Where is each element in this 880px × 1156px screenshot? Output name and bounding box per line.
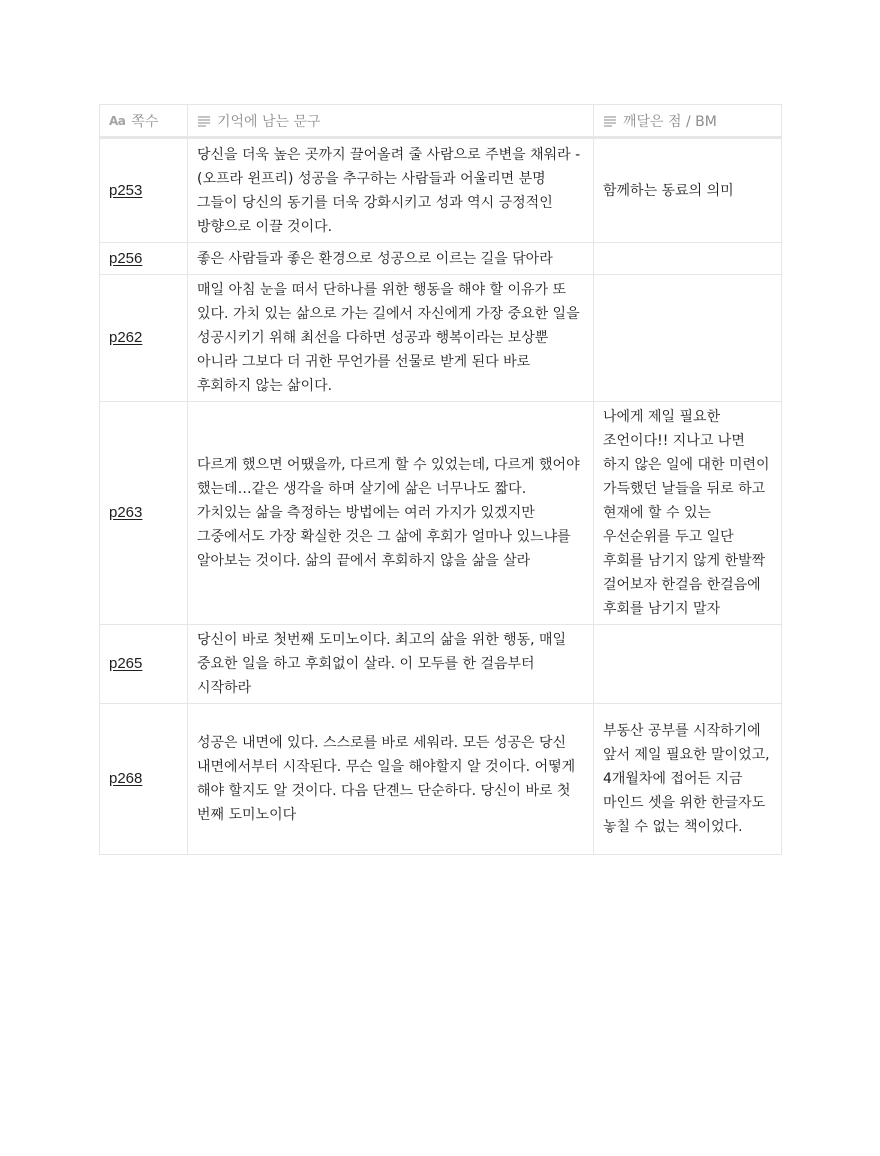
title-property-icon: Aa — [109, 113, 126, 128]
page-link[interactable]: p256 — [109, 249, 143, 267]
table-row — [100, 138, 782, 243]
header-quote[interactable] — [188, 105, 594, 138]
page-cell — [100, 704, 188, 855]
text-lines-icon — [197, 115, 211, 127]
text-lines-icon — [603, 115, 617, 127]
page-link[interactable]: p263 — [109, 504, 143, 521]
quote-cell: 당신을 더욱 높은 곳까지 끌어올려 줄 사람으로 주변을 채워라 -(오프라 윈프리) 성공을 추구하는 사람들과 어울리면 분명 그들이 당신의 동기를 더욱 강화시키고 성과 역시 긍정적인 방향으로 이끌 것이다. — [188, 138, 594, 243]
table-row — [100, 275, 782, 402]
page-cell — [100, 243, 188, 275]
table-row — [100, 243, 782, 275]
header-page-label: 쪽수 — [131, 113, 159, 130]
table-row — [100, 402, 782, 625]
page-link[interactable]: p262 — [109, 329, 143, 346]
page-link[interactable]: p268 — [109, 770, 143, 787]
page-link[interactable]: p265 — [109, 655, 143, 672]
page-link[interactable]: p253 — [109, 181, 143, 199]
header-page[interactable] — [100, 105, 188, 138]
reading-notes-table — [99, 104, 782, 855]
table-header-row — [100, 105, 782, 138]
page-cell — [100, 625, 188, 704]
note-cell — [594, 625, 782, 704]
page-cell — [100, 402, 188, 625]
note-cell: 부동산 공부를 시작하기에 앞서 제일 필요한 말이었고, 4개월차에 접어든 지금 마인드 셋을 위한 한글자도 놓칠 수 없는 책이었다. — [594, 704, 782, 855]
quote-cell: 성공은 내면에 있다. 스스로를 바로 세워라. 모든 성공은 당신 내면에서부터 시작된다. 무슨 일을 해야할지 알 것이다. 어떻게 해야 할지도 알 것이다. 다음 단곈느 단순하다. 당신이 바로 첫 번째 도미노이다 — [188, 704, 594, 855]
note-cell: 나에게 제일 필요한 조언이다!! 지나고 나면 하지 않은 일에 대한 미련이 가득했던 날들을 뒤로 하고 현재에 할 수 있는 우선순위를 두고 일단 후회를 남기지 않게 한발짝 걸어보자 한걸음 한걸음에 후회를 남기지 말자 — [594, 402, 782, 625]
page-cell — [100, 138, 188, 243]
quote-cell: 다르게 했으면 어땠을까, 다르게 할 수 있었는데, 다르게 했어야 했는데…같은 생각을 하며 살기에 삶은 너무나도 짧다. 가치있는 삶을 측정하는 방법에는 여러 가지가 있겠지만 그중에서도 가장 확실한 것은 그 삶에 후회가 얼마나 있느냐를 알아보는 것이다. 삶의 끝에서 후회하지 않을 삶을 살라 — [188, 402, 594, 625]
header-quote-label: 기억에 남는 문구 — [217, 113, 321, 130]
table-row — [100, 625, 782, 704]
reading-notes-table-wrapper — [99, 104, 781, 855]
table-row — [100, 704, 782, 855]
note-cell: 함께하는 동료의 의미 — [594, 138, 782, 243]
note-cell — [594, 243, 782, 275]
quote-cell: 좋은 사람들과 좋은 환경으로 성공으로 이르는 길을 닦아라 — [188, 243, 594, 275]
header-note-label: 깨달은 점 / BM — [623, 113, 717, 130]
note-cell — [594, 275, 782, 402]
quote-cell: 매일 아침 눈을 떠서 단하나를 위한 행동을 해야 할 이유가 또 있다. 가치 있는 삶으로 가는 길에서 자신에게 가장 중요한 일을 성공시키기 위해 최선을 다하면 성공과 행복이라는 보상뿐 아니라 그보다 더 귀한 무언가를 선물로 받게 된다 바로 후회하지 않는 삶이다. — [188, 275, 594, 402]
quote-cell: 당신이 바로 첫번째 도미노이다. 최고의 삶을 위한 행동, 매일 중요한 일을 하고 후회없이 살라. 이 모두를 한 걸음부터 시작하라 — [188, 625, 594, 704]
header-note[interactable] — [594, 105, 782, 138]
page-cell — [100, 275, 188, 402]
